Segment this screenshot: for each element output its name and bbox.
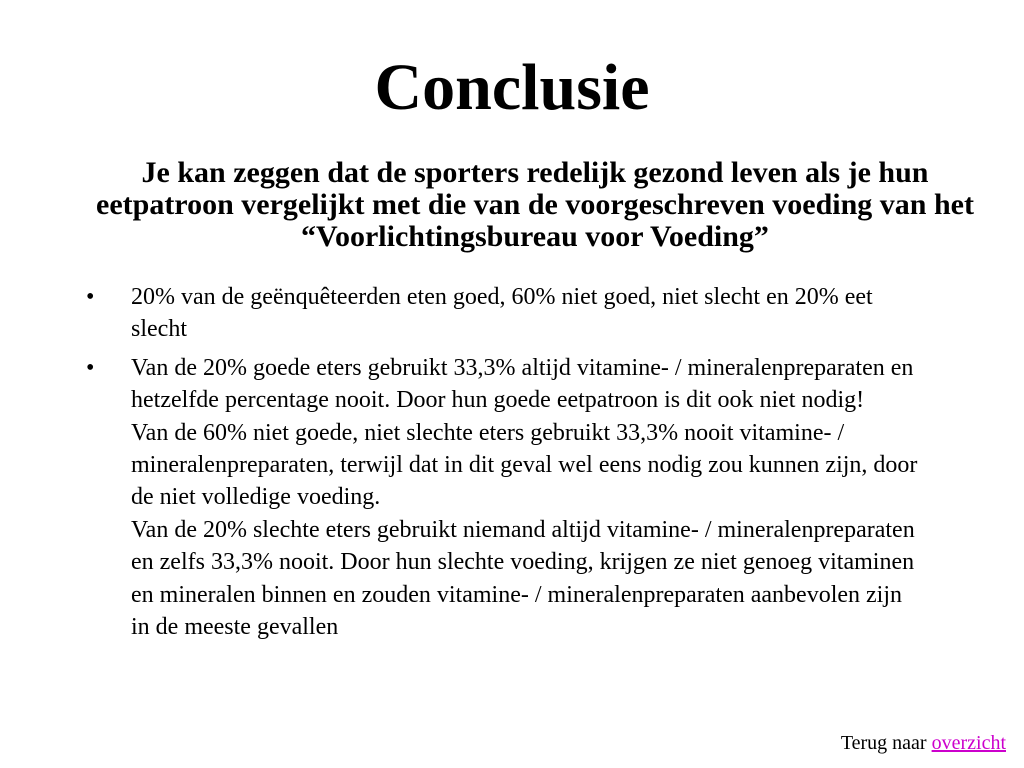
bullet-dot-icon: • [86, 354, 95, 381]
slide-title: Conclusie [374, 51, 650, 124]
bullet-dot-icon: • [86, 284, 95, 310]
bullet-item [86, 352, 946, 644]
bullet-list [86, 281, 946, 649]
bullet-text: Van de 20% slechte eters gebruikt niemand altijd vitamine- / mineralenpreparaten en zelfs 33,3% nooit. Door hun slechte voeding, krijgen ze niet genoeg vitaminen en mineralen binnen en zouden vitamine- / mineralenpreparaten aanbevolen zijn in de meeste gevallen [131, 516, 915, 641]
bullet-text: Van de 60% niet goede, niet slechte eters gebruikt 33,3% nooit vitamine- / mineralenpreparaten, terwijl dat in dit geval wel eens nodig zou kunnen zijn, door de niet volledige voeding. [131, 419, 918, 511]
footer-nav [841, 730, 1006, 756]
footer-prefix: Terug naar [840, 732, 927, 754]
bullet-text: Van de 20% goede eters gebruikt 33,3% altijd vitamine- / mineralenpreparaten en hetzelfde percentage nooit. Door hun goede eetpatroon is dit ook niet nodig! [131, 354, 914, 414]
bullet-item [86, 281, 946, 346]
overzicht-link[interactable]: overzicht [931, 732, 1006, 754]
bullet-text: 20% van de geënquêteerden eten goed, 60% niet goed, niet slecht en 20% eet slecht [131, 284, 873, 343]
slide-subtitle: Je kan zeggen dat de sporters redelijk gezond leven als je hun eetpatroon vergelijkt met die van de voorgeschreven voeding van het “Voorlichtingsbureau voor Voeding” [96, 156, 974, 253]
